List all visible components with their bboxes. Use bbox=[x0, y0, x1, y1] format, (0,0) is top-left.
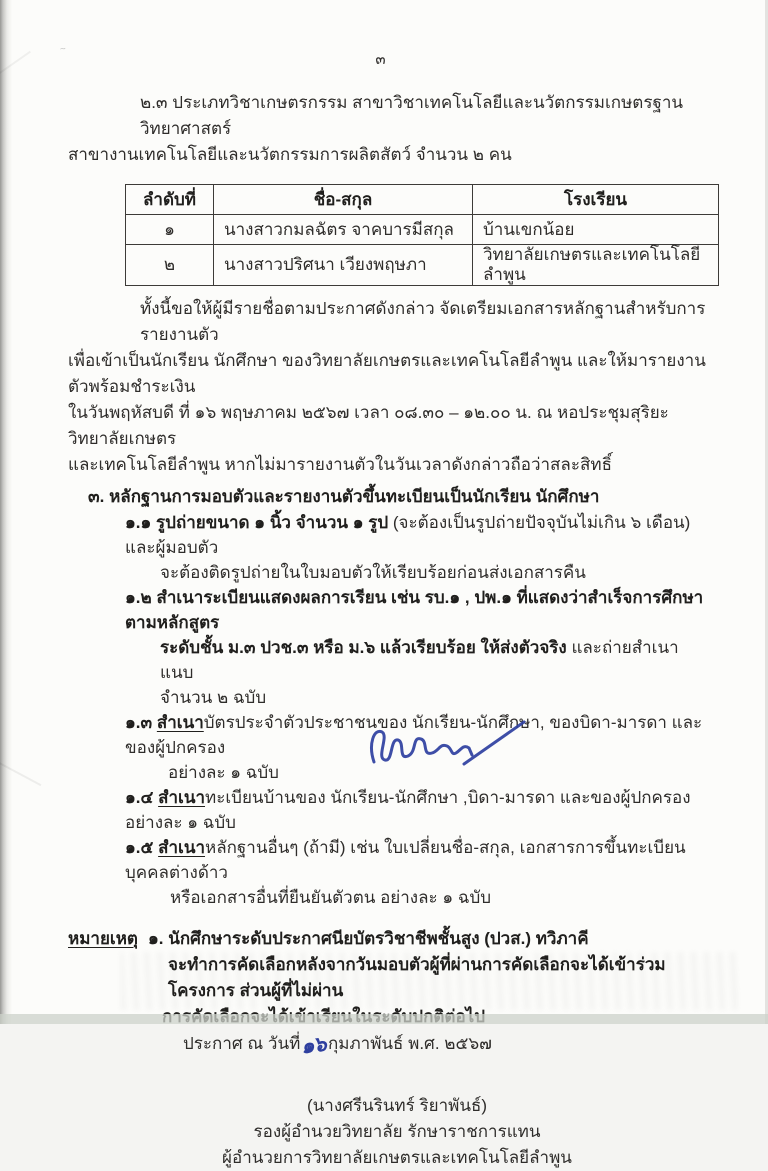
item-1-2: ๑.๒ สำเนาระเบียนแสดงผลการเรียน เช่น รบ.๑ , ปพ.๑ ที่แสดงว่าสำเร็จการศึกษาตามหลักสูตร bbox=[125, 588, 704, 632]
table-header-row bbox=[126, 185, 719, 215]
item-1-1-lead: ๑.๑ รูปถ่ายขนาด ๑ นิ้ว จำนวน ๑ รูป bbox=[125, 513, 393, 532]
handwritten-day: ๑๖ bbox=[299, 1032, 328, 1059]
item-1-2-continuation bbox=[68, 635, 708, 685]
signer-title-1: รองผู้อำนวยวิทยาลัย รักษาราชการแทน bbox=[253, 1122, 541, 1141]
handwritten-signature bbox=[352, 714, 542, 778]
section-3-heading: ๓. หลักฐานการมอบตัวและรายงานตัวขึ้นทะเบียนเป็นนักเรียน นักศึกษา bbox=[88, 487, 600, 506]
signer-name: (นางศรีนรินทร์ ริยาพันธ์) bbox=[307, 1096, 487, 1115]
issued-date-suffix: กุมภาพันธ์ พ.ศ. ๒๕๖๗ bbox=[327, 1034, 492, 1053]
paragraph-line: และเทคโนโลยีลำพูน หากไม่มารายงานตัวในวันเวลาดังกล่าวถือว่าสละสิทธิ์ bbox=[68, 455, 612, 474]
section-2-3-line-2: สาขางานเทคโนโลยีและนวัตกรรมการผลิตสัตว์ จำนวน ๒ คน bbox=[68, 145, 512, 164]
col-header-order: ลำดับที่ bbox=[126, 185, 214, 215]
issued-date-line bbox=[68, 1030, 708, 1057]
item-1-5-underlined-word: สำเนา bbox=[158, 838, 206, 857]
item-1-1 bbox=[68, 510, 708, 560]
signature-scribble-icon bbox=[352, 714, 542, 778]
col-header-name: ชื่อ-สกุล bbox=[214, 185, 473, 215]
item-1-5-rest: หลักฐานอื่นๆ (ถ้ามี) เช่น ใบเปลี่ยนชื่อ-สกุล, เอกสารการขึ้นทะเบียนบุคคลต่างด้าว bbox=[125, 838, 686, 882]
item-1-3-number: ๑.๓ bbox=[125, 713, 157, 732]
remark-line-2: จะทำการคัดเลือกหลังจากวันมอบตัวผู้ที่ผ่านการคัดเลือกจะได้เข้าร่วมโครงการ ส่วนผู้ที่ไม่ผ่าน bbox=[168, 955, 666, 1000]
remark-label: หมายเหตุ bbox=[68, 929, 138, 948]
item-1-5-continuation: หรือเอกสารอื่นที่ยืนยันตัวตน อย่างละ ๑ ฉบับ bbox=[170, 888, 492, 907]
row-name: นางสาวปริศนา เวียงพฤษภา bbox=[214, 245, 473, 286]
item-1-2-copies: จำนวน ๒ ฉบับ bbox=[160, 688, 267, 707]
item-1-4 bbox=[68, 785, 708, 835]
row-order: ๑ bbox=[126, 215, 214, 245]
report-instructions-paragraph bbox=[68, 296, 708, 478]
item-1-5 bbox=[68, 835, 708, 885]
required-documents-list bbox=[68, 510, 708, 910]
row-name: นางสาวกมลฉัตร จาคบารมีสกุล bbox=[214, 215, 473, 245]
item-1-4-underlined-word: สำเนา bbox=[158, 788, 206, 807]
table-row bbox=[126, 215, 719, 245]
paragraph-line: เพื่อเข้าเป็นนักเรียน นักศึกษา ของวิทยาลัยเกษตรและเทคโนโลยีลำพูน และให้มารายงานตัวพร้อมชำระเงิน bbox=[68, 351, 706, 396]
section-2-3-line-1: ๒.๓ ประเภทวิชาเกษตรกรรม สาขาวิชาเทคโนโลยีและนวัตกรรมเกษตรฐานวิทยาศาสตร์ bbox=[140, 93, 684, 138]
candidates-table bbox=[125, 184, 719, 286]
item-1-3-continuation: อย่างละ ๑ ฉบับ bbox=[168, 763, 279, 782]
item-1-1-continuation: จะต้องติดรูปถ่ายในใบมอบตัวให้เรียบร้อยก่อนส่งเอกสารคืน bbox=[160, 563, 586, 582]
scan-edge-bottom bbox=[0, 1014, 768, 1024]
scan-smudge: ~ bbox=[59, 43, 67, 56]
remark-item-1: ๑. นักศึกษาระดับประกาศนียบัตรวิชาชีพชั้นสูง (ปวส.) ทวิภาคี bbox=[147, 929, 589, 948]
item-1-2-bold: ระดับชั้น ม.๓ ปวช.๓ หรือ ม.๖ แล้วเรียบร้อย ให้ส่งตัวจริง bbox=[160, 638, 572, 657]
document-content bbox=[68, 0, 708, 1171]
item-1-3-underlined-word: สำเนา bbox=[156, 713, 204, 732]
scan-edge-left bbox=[0, 0, 12, 1024]
signer-title-2: ผู้อำนวยการวิทยาลัยเกษตรและเทคโนโลยีลำพูน bbox=[222, 1148, 572, 1167]
row-school: บ้านเขกน้อย bbox=[473, 215, 719, 245]
item-1-1-rest: (จะต้องเป็นรูปถ่ายปัจจุบันไม่เกิน ๖ เดือน) และผู้มอบตัว bbox=[125, 513, 691, 557]
paragraph-line: ในวันพฤหัสบดี ที่ ๑๖ พฤษภาคม ๒๕๖๗ เวลา ๐๘.๓๐ – ๑๒.๐๐ น. ณ หอประชุมสุริยะ วิทยาลัยเกษตร bbox=[68, 403, 669, 448]
item-1-2-rest: และถ่ายสำเนาแนบ bbox=[160, 638, 679, 682]
col-header-school: โรงเรียน bbox=[473, 185, 719, 215]
signer-block bbox=[68, 1093, 708, 1171]
item-1-5-number: ๑.๕ bbox=[125, 838, 159, 857]
row-school: วิทยาลัยเกษตรและเทคโนโลยีลำพูน bbox=[473, 245, 719, 286]
paragraph-line: ทั้งนี้ขอให้ผู้มีรายชื่อตามประกาศดังกล่าว จัดเตรียมเอกสารหลักฐานสำหรับการรายงานตัว bbox=[140, 299, 706, 344]
item-1-4-rest: ทะเบียนบ้านของ นักเรียน-นักศึกษา ,บิดา-มารดา และของผู้ปกครอง อย่างละ ๑ ฉบับ bbox=[125, 788, 691, 832]
item-1-4-number: ๑.๔ bbox=[125, 788, 159, 807]
row-order: ๒ bbox=[126, 245, 214, 286]
item-1-3-rest: บัตรประจำตัวประชาชนของ นักเรียน-นักศึกษา, ของบิดา-มารดา และของผู้ปกครอง bbox=[125, 713, 703, 757]
remark-line-1 bbox=[68, 926, 708, 952]
issued-date-prefix: ประกาศ ณ วันที่ bbox=[183, 1034, 301, 1053]
page-number: ๓ bbox=[375, 51, 387, 68]
table-row bbox=[126, 245, 719, 286]
